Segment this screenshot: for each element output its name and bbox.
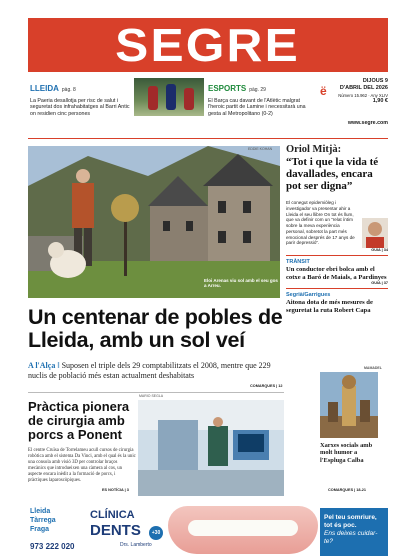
surgery-photo[interactable]: [138, 394, 284, 496]
ad-cities: [30, 508, 56, 534]
segre-mark-icon: ë: [320, 84, 327, 98]
teeth-shape: [188, 520, 298, 536]
ad-city: Tàrrega: [30, 516, 56, 524]
ad-slogan: [320, 508, 388, 556]
ad-phone[interactable]: 973 222 020: [30, 542, 75, 551]
illustration-photo[interactable]: [320, 372, 378, 438]
lead-headline[interactable]: Un centenar de pobles de Lleida, amb un sol veí: [28, 305, 283, 353]
author-portrait: [362, 218, 388, 248]
ad-brand-bottom: DENTS: [90, 522, 141, 539]
slogan-line: tot és poc.: [324, 522, 357, 530]
illustration-caption[interactable]: Xarxes socials amb molt humor a l'Espluga Calba: [320, 442, 373, 464]
teaser-esports[interactable]: [208, 78, 318, 117]
main-photo[interactable]: [28, 146, 280, 298]
section-label: Segrià/Garrigues: [286, 292, 331, 299]
teaser-text: La Paeria desallotja per risc de salut i seguretat dos infrahabitatges al Barri Antic on residien cinc persones: [30, 98, 130, 117]
divider: [28, 138, 388, 139]
dental-clinic-ad[interactable]: [28, 504, 388, 560]
lead-kicker: A l'Alça: [28, 361, 56, 370]
lead-body: Suposen el triple dels 29 comptabilitzats el 2008, mentre que 229 nuclis de població més estan actualment deshabitats: [28, 361, 271, 380]
kicker-separator: ‖: [57, 361, 62, 370]
teaser-strip: [28, 76, 388, 138]
ad-brand-top: CLÍNICA: [90, 509, 135, 521]
photo-credit: EDDIE KOHAN: [248, 147, 273, 151]
edition-day: DIJOUS 9: [362, 78, 388, 84]
newspaper-front-page: [28, 18, 388, 551]
ad-doctors: Drs. Lamberto: [120, 542, 152, 548]
teaser-text: El Barça cau davant de l'Atlètic malgrat l'heroic partit de Lamine i necessitarà una gesta al Metropolitano (0-2): [208, 98, 306, 117]
lead-standfirst: [28, 361, 284, 380]
newspaper-logo: SEGRE: [115, 19, 301, 71]
interview-body: El conegut epidemiòleg i investigador va presentar ahir a Lleida el seu llibre On tot és llum, que va definir com un “relat íntim sobre la meva experiència personal, sobretot la part més emocional després de 17 anys de parir depressió”.: [286, 200, 355, 246]
player-figure: [148, 86, 158, 110]
story-headline[interactable]: Pràctica pionera de cirurgia amb porcs a Ponent: [28, 399, 130, 443]
interview-name: Oriol Mitjà:: [286, 144, 342, 155]
edition-price: 1,90 €: [372, 97, 388, 104]
interview-quote[interactable]: “Tot i que la vida té davallades, encara pot ser digna”: [286, 156, 379, 193]
edition-date: D'ABRIL DEL 2026: [339, 84, 388, 91]
teaser-section-label: LLEIDA: [30, 84, 59, 93]
page-ref: ES NOTÍCIA | 3: [102, 488, 129, 492]
slogan-line: Ens deixes cuidar-te?: [324, 530, 378, 546]
masthead[interactable]: [28, 18, 388, 72]
teaser-section-label: ESPORTS: [208, 84, 247, 93]
divider: [28, 392, 284, 393]
portrait-illustration: [362, 218, 388, 248]
ad-badge: +30: [149, 526, 163, 540]
teaser-lleida[interactable]: [30, 78, 130, 117]
surgery-illustration: [138, 400, 284, 496]
village-photo-illustration: [28, 146, 280, 298]
ad-city: Fraga: [30, 525, 50, 533]
edition-info: [320, 78, 388, 126]
teaser-page-ref: pàg. 29: [249, 87, 266, 93]
page-ref: COMARQUES | 18-21: [328, 488, 366, 492]
cartoon-illustration: [320, 372, 378, 438]
divider: [286, 255, 388, 256]
illustration-credit: MAMADEL: [364, 366, 382, 370]
photo-credit: MARIO SEGLA: [139, 394, 164, 398]
brief-headline[interactable]: Aitona dota de més mesures de seguretat la ruta Robert Capa: [286, 299, 373, 314]
divider: [286, 288, 388, 289]
website-link[interactable]: www.segre.com: [347, 119, 388, 126]
ad-city: Lleida: [30, 508, 51, 515]
brief-headline[interactable]: Un conductor ebri bolca amb el cotxe a Baró de Maials, a Pardinyes: [286, 266, 387, 281]
section-label: TRÀNSIT: [286, 259, 310, 266]
photo-caption: Eloi Arenas viu sol amb el seu gos a Arreu.: [204, 278, 278, 289]
smile-image: [168, 506, 318, 554]
slogan-line: Pel teu somriure,: [324, 514, 377, 521]
page-ref: GUIA | 37: [371, 281, 388, 286]
page-ref: COMARQUES | 12: [250, 384, 283, 388]
edition-number: Número 15.962 · Any XLIV: [338, 92, 388, 98]
player-figure: [166, 84, 176, 110]
page-ref: GUIA | 34: [371, 248, 388, 253]
player-figure: [184, 88, 194, 110]
story-body: El centre Cruïsa de Torrelameu acull cursos de cirurgia robòtica amb el sistema Da Vinci, amb el qual és la unic una consola amb visió 3D per controlar braços mecànics que introdueixen una càmera al cos, un aspecte encara inèdit a la formació de porcs, i pràctiques laparoscòpiques.: [28, 448, 136, 483]
teaser-page-ref: pàg. 8: [61, 87, 76, 93]
teaser-football-photo[interactable]: [134, 78, 204, 116]
